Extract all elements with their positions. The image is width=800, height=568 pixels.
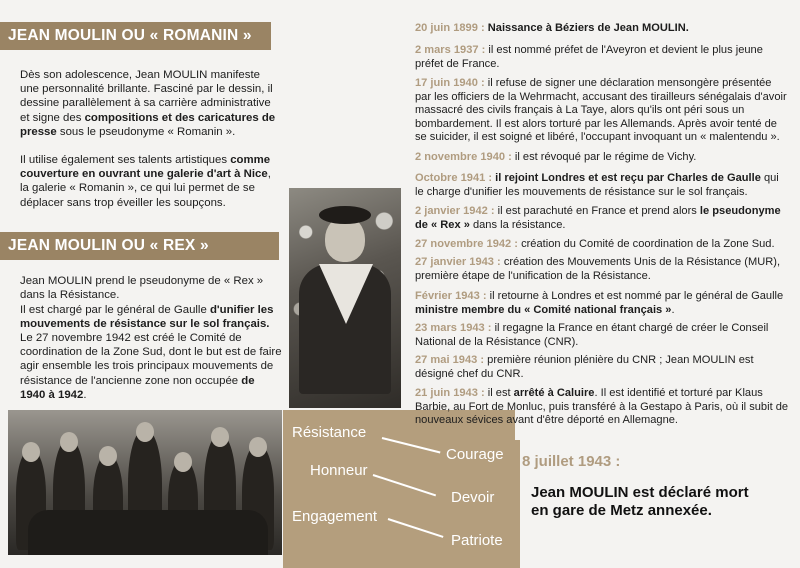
timeline-item: 2 janvier 1942 : il est parachuté en France et prend alors le pseudonyme de « Rex » dans la résistance. [415,205,781,231]
rex-paragraph-3: Le 27 novembre 1942 est créé le Comité de coordination de la Zone Sud, dont le but est de faire agir ensemble les trois principaux mouvements de résistance de l'ancienne zone non occupée de 1940 à 1942. [20,332,282,401]
soldiers-group-photo [8,410,282,555]
value-resistance: Résistance [292,424,367,441]
value-engagement: Engagement [292,508,378,525]
death-statement: Jean MOULIN est déclaré mort en gare de Metz annexée. [531,484,749,519]
timeline-item: 27 janvier 1943 : création des Mouvements Unis de la Résistance (MUR), première étape de l'unification de la Résistance. [415,256,781,282]
value-patriote: Patriote [451,532,503,549]
section-romanin-title: JEAN MOULIN OU « ROMANIN » [0,22,271,50]
timeline-item: 20 juin 1899 : Naissance à Béziers de Jean MOULIN. [415,22,689,34]
rex-paragraph-1: Jean MOULIN prend le pseudonyme de « Rex » dans la Résistance. [20,275,264,302]
value-honneur: Honneur [310,462,368,479]
young-jean-moulin-photo [289,188,401,408]
value-courage: Courage [446,446,504,463]
timeline-item: 21 juin 1943 : il est arrêté à Caluire. Il est identifié et torturé par Klaus Barbie, au Fort de Monluc, puis transféré à la Gestapo à Paris, où il subit de nouveaux sévices avant d'être déporté en Allemagne. [415,387,789,427]
romanin-paragraph-1: Dès son adolescence, Jean MOULIN manifeste une personnalité brillante. Fasciné par le dessin, il dessine parallèlement à sa carrière administrative et signe des compositions et des caricatures de presse sous le pseudonyme « Romanin ». [20,69,276,138]
timeline-item: 17 juin 1940 : il refuse de signer une déclaration mensongère présentée par les officiers de la Wehrmacht, accusant des tirailleurs sénégalais d'avoir massacré des civils français à La Taye, alors qu'ils ont péri sous un bombardement. Il est alors torturé par les Allemands. Après avoir tenté de se suicider, il est soigné et libéré, l'occupant invoquant un « malentendu ». [415,77,787,144]
death-date: 8 juillet 1943 : [522,453,621,470]
rex-paragraph-2: Il est chargé par le général de Gaulle d'unifier les mouvements de résistance sur le sol français. [20,304,274,331]
timeline-item: 2 novembre 1940 : il est révoqué par le régime de Vichy. [415,151,697,163]
timeline-item: Octobre 1941 : il rejoint Londres et est reçu par Charles de Gaulle qui le charge d'unifier les mouvements de résistance sur le sol français. [415,172,779,198]
timeline-item: 27 novembre 1942 : création du Comité de coordination de la Zone Sud. [415,238,775,250]
timeline-item: 27 mai 1943 : première réunion plénière du CNR ; Jean MOULIN est désigné chef du CNR. [415,354,754,380]
values-banner-right [515,440,520,568]
timeline-item: 2 mars 1937 : il est nommé préfet de l'Aveyron et devient le plus jeune préfet de France. [415,44,763,70]
timeline-item: 23 mars 1943 : il regagne la France en étant chargé de créer le Conseil National de la Résistance (CNR). [415,322,769,348]
section-rex-title: JEAN MOULIN OU « REX » [0,232,279,260]
timeline-item: Février 1943 : il retourne à Londres et est nommé par le général de Gaulle ministre membre du « Comité national français ». [415,290,784,316]
value-devoir: Devoir [451,489,495,506]
romanin-paragraph-2: Il utilise également ses talents artistiques comme couverture en ouvrant une galerie d'art à Nice, la galerie « Romanin », ce qui lui permet de se déplacer sans trop éveiller les soupçons. [20,154,271,209]
